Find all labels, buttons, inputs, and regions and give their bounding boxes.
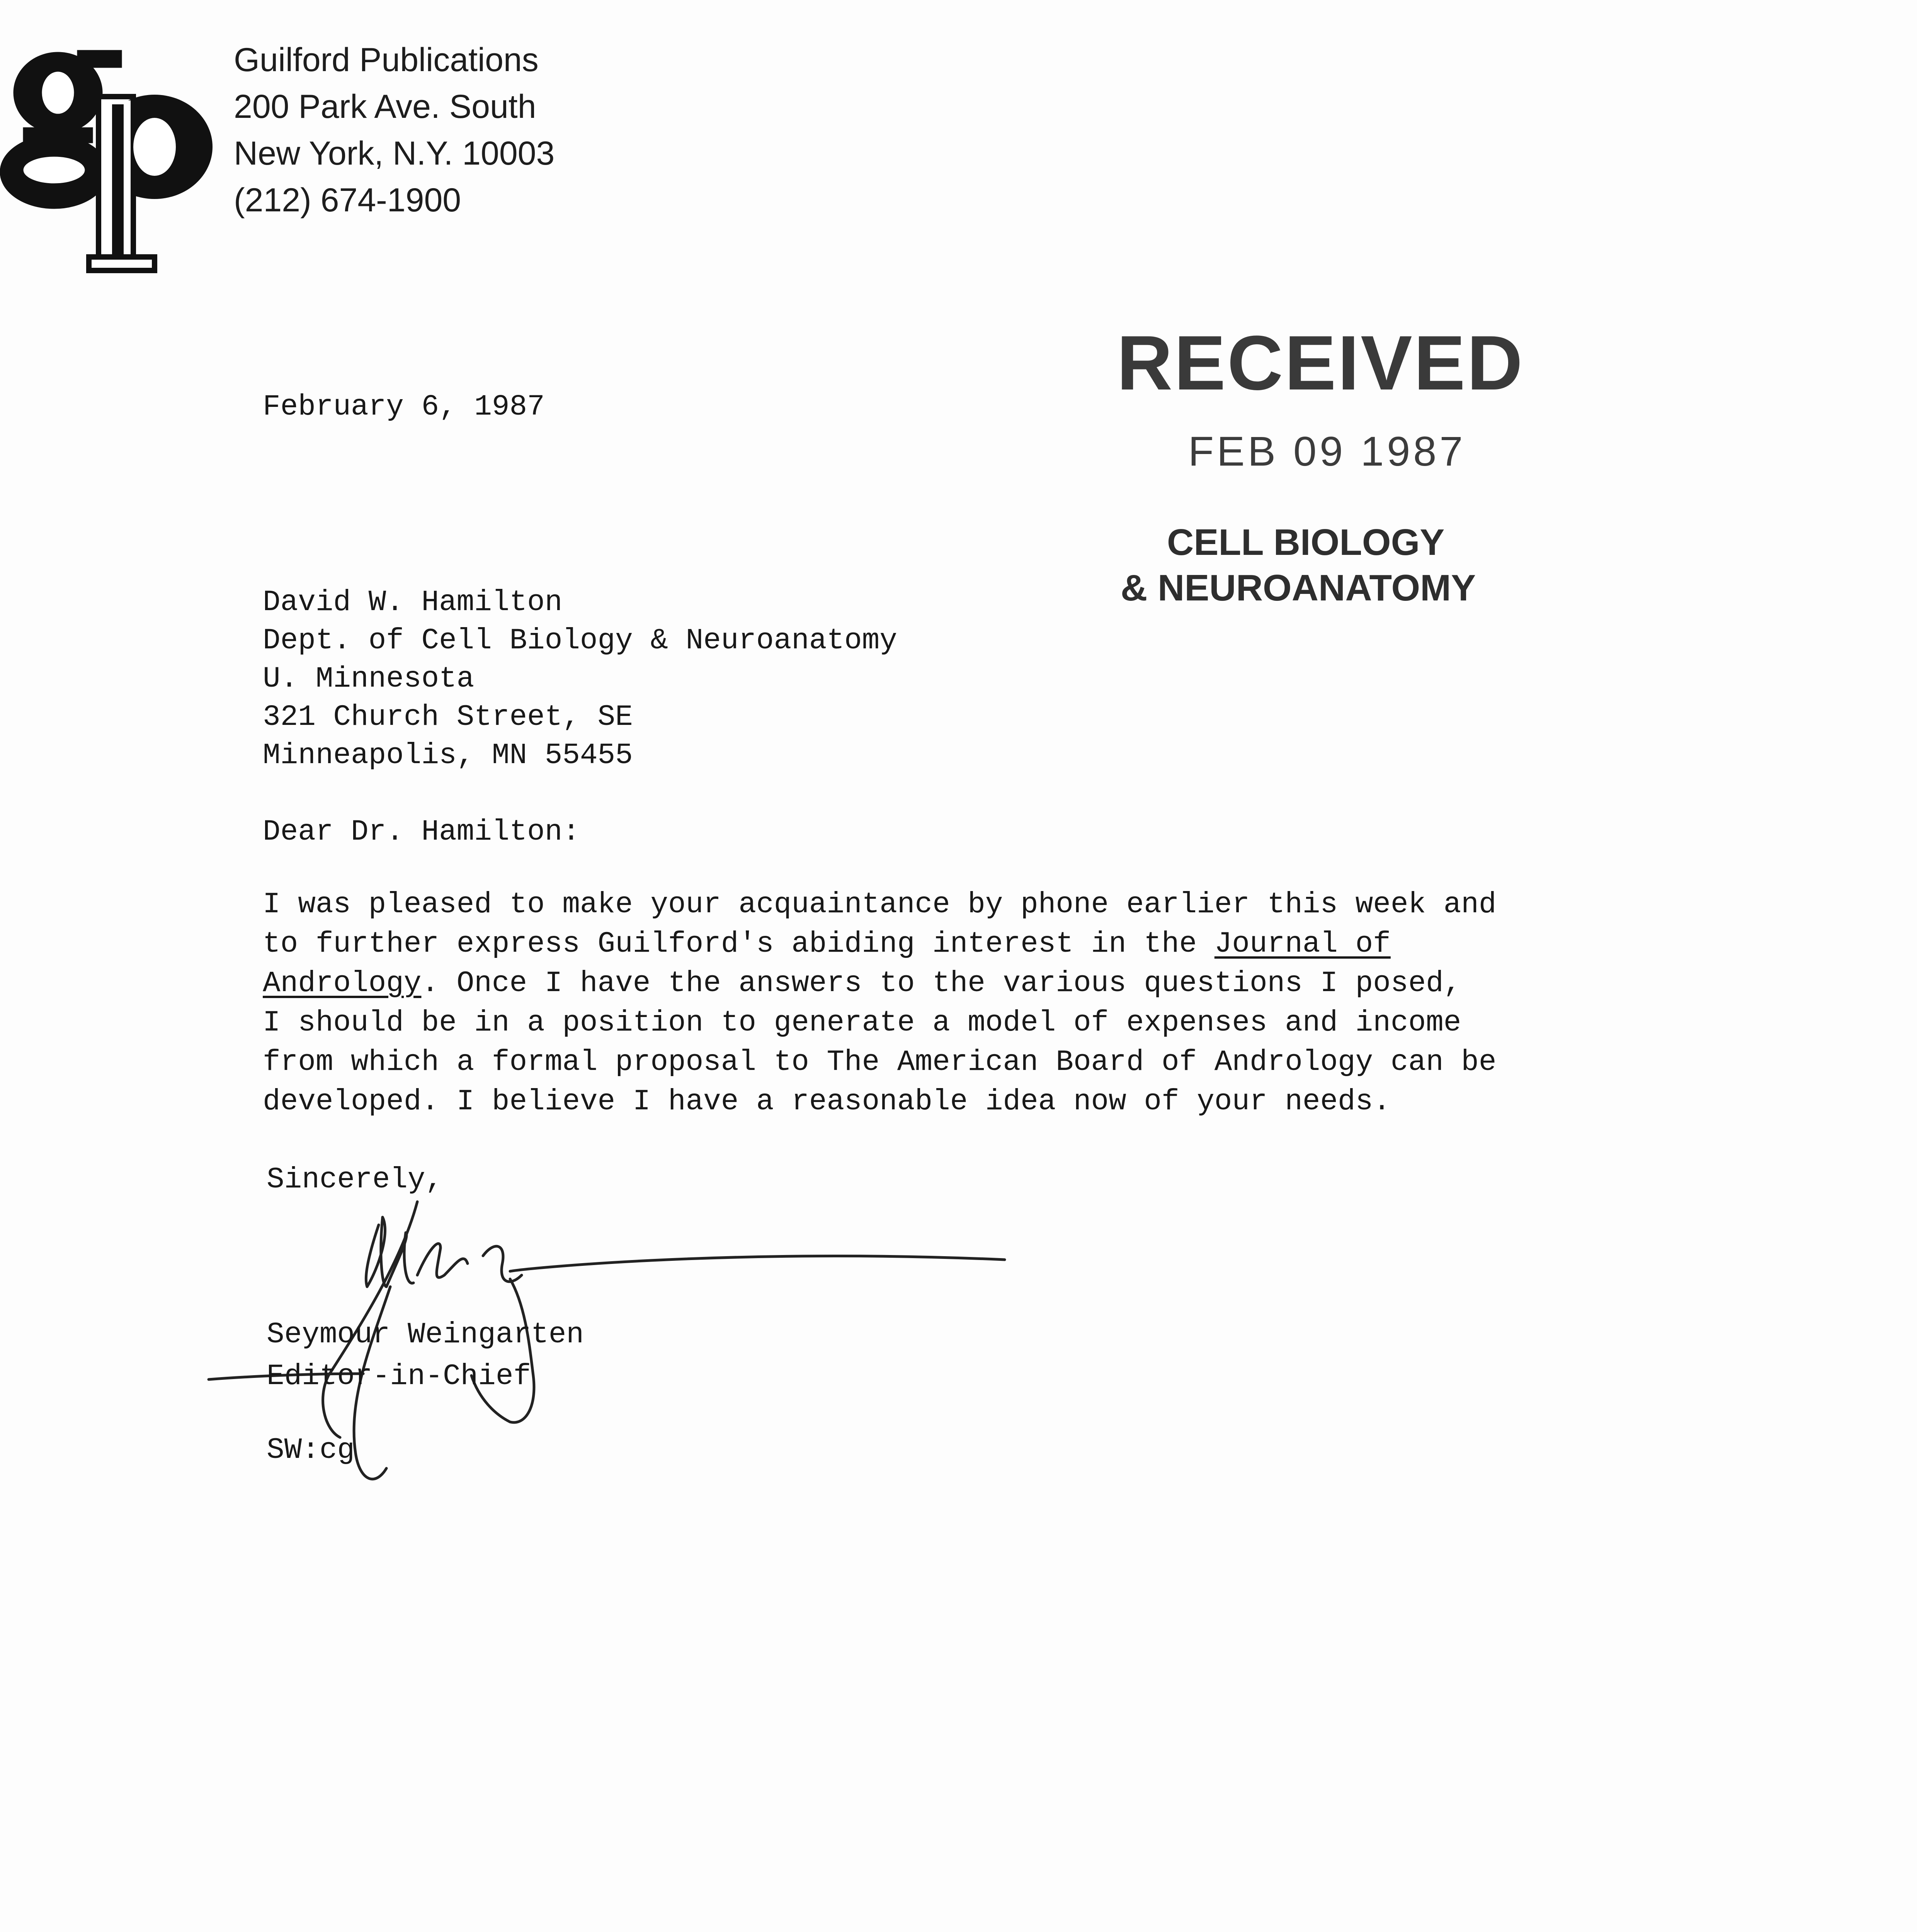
salutation: Dear Dr. Hamilton: xyxy=(263,815,580,849)
body-text: . Once I have the answers to the various questions I posed, xyxy=(421,967,1461,1000)
recipient-street: 321 Church Street, SE xyxy=(263,701,633,734)
signer-title: Editor-in-Chief xyxy=(267,1360,531,1393)
letterhead-company: Guilford Publications xyxy=(234,41,539,78)
stamp-department xyxy=(1105,520,1530,611)
gp-logo xyxy=(0,43,216,274)
letterhead-phone: (212) 674-1900 xyxy=(234,182,461,219)
journal-title-underlined: Journal of xyxy=(1214,927,1391,961)
letterhead-street: 200 Park Ave. South xyxy=(234,88,536,125)
stamp-dept-line1: CELL BIOLOGY xyxy=(1167,522,1445,563)
body-line xyxy=(263,964,1497,1003)
journal-title-underlined: Andrology xyxy=(263,967,422,1000)
stamp-date: FEB 09 1987 xyxy=(1188,428,1466,474)
closing: Sincerely, xyxy=(267,1163,443,1196)
body-line: I should be in a position to generate a model of expenses and income xyxy=(263,1006,1461,1039)
recipient-department: Dept. of Cell Biology & Neuroanatomy xyxy=(263,624,897,657)
reference-initials: SW:cg xyxy=(267,1434,355,1467)
letterhead-city: New York, N.Y. 10003 xyxy=(234,135,555,172)
recipient-name: David W. Hamilton xyxy=(263,586,563,619)
signer-block xyxy=(267,1314,584,1397)
received-stamp xyxy=(1105,321,1530,611)
body-text: to further express Guilford's abiding interest in the xyxy=(263,927,1214,961)
body-line: from which a formal proposal to The American Board of Andrology can be xyxy=(263,1046,1497,1079)
stamp-title: RECEIVED xyxy=(1117,320,1524,406)
signer-name: Seymour Weingarten xyxy=(267,1318,584,1351)
stamp-dept-line2: & NEUROANATOMY xyxy=(1121,567,1476,609)
body-line xyxy=(263,924,1497,964)
letter-date: February 6, 1987 xyxy=(263,390,545,423)
recipient-city: Minneapolis, MN 55455 xyxy=(263,739,633,772)
body-line: I was pleased to make your acquaintance by phone earlier this week and xyxy=(263,888,1497,921)
letter-body xyxy=(263,885,1497,1121)
recipient-university: U. Minnesota xyxy=(263,662,475,696)
letterhead-address xyxy=(234,37,555,224)
body-line: developed. I believe I have a reasonable idea now of your needs. xyxy=(263,1085,1391,1118)
recipient-address xyxy=(263,583,897,775)
